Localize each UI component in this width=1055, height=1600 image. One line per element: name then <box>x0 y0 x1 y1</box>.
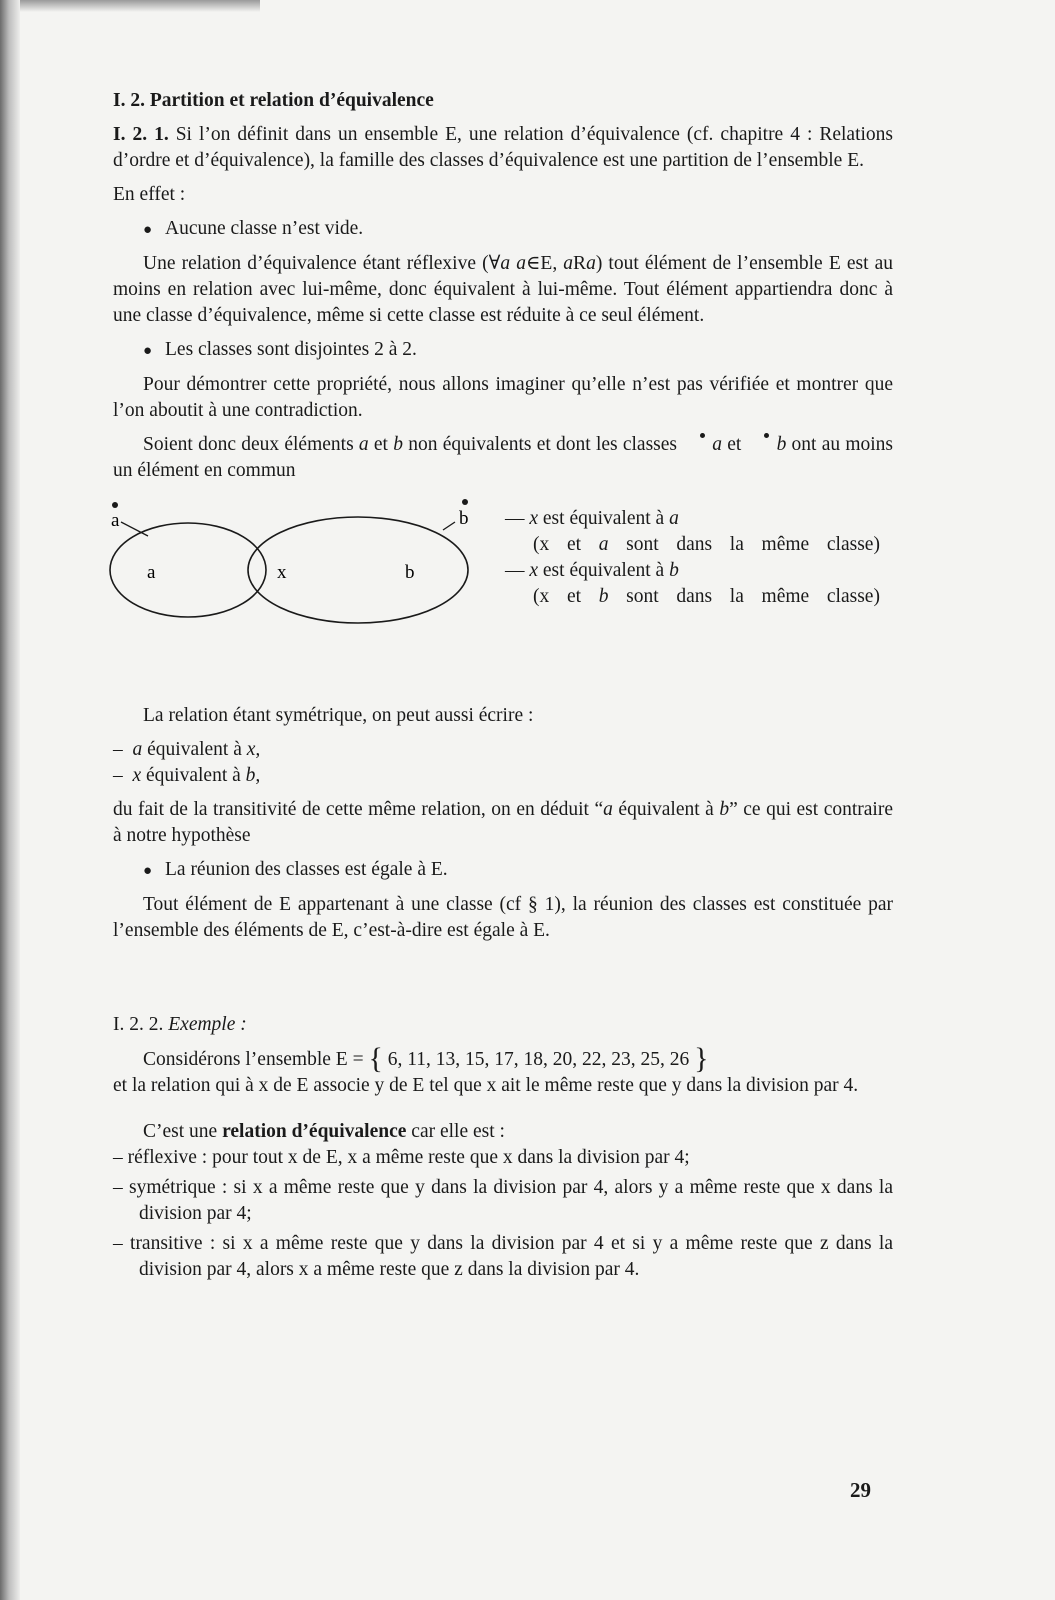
brace-open: { <box>368 1042 383 1075</box>
paragraph-text: Si l’on définit dans un ensemble E, une relation d’équivalence (cf. chapitre 4 : Relations d’ordre et d’équivalence), la famille des classes d’équivalence est une partition de l’ensemble E. <box>113 124 894 171</box>
word: (x <box>533 534 550 555</box>
text-run: équivalent à <box>612 799 720 820</box>
paragraph-3: Pour démontrer cette propriété, nous allons imaginer qu’elle n’est pas vérifiée et montrer que l’on aboutit à une contradiction. <box>113 374 893 421</box>
math-var: a <box>563 253 574 274</box>
section-title: I. 2. Partition et relation d’équivalence <box>113 90 434 111</box>
math-var: a a <box>500 253 526 274</box>
example-title: Exemple : <box>168 1014 247 1035</box>
word: (x <box>533 586 550 607</box>
dash-item-1 <box>113 737 893 763</box>
text-run: non équivalents et dont les classes <box>402 434 683 455</box>
math-var: x <box>529 560 539 581</box>
label-a-top: a <box>111 510 120 531</box>
text-run: Considérons l’ensemble E = <box>143 1049 369 1070</box>
pointer-b <box>443 522 455 530</box>
text-run: et <box>368 434 394 455</box>
word: même <box>761 586 810 607</box>
word: et <box>566 534 582 555</box>
word: la <box>729 534 744 555</box>
text-run: du fait de la transitivité de cette même relation, on en déduit “ <box>113 799 604 820</box>
word: classe) <box>826 586 880 607</box>
word: b <box>598 586 609 607</box>
text-run: Une relation d’équivalence étant réflexive (∀ <box>143 253 501 274</box>
text-run: est équivalent à <box>538 560 670 581</box>
math-var: b <box>393 434 403 455</box>
dash-item-2 <box>113 763 893 789</box>
property-transitive: – transitive : si x a même reste que y dans la division par 4 et si y a même reste que z dans la division par 4, alors x a même reste que z dans la division par 4. <box>113 1233 893 1280</box>
word: classe) <box>826 534 880 555</box>
property-reflexive: – réflexive : pour tout x de E, x a même reste que x dans la division par 4; <box>113 1147 690 1168</box>
text-run: ont au moins un élément en commun <box>113 434 894 481</box>
word: dans <box>676 586 713 607</box>
text-run: car elle est : <box>406 1121 505 1142</box>
paragraph-2 <box>113 251 893 329</box>
text-run: est équivalent à <box>538 508 670 529</box>
text-run: R <box>573 253 587 274</box>
dot-a <box>112 502 118 508</box>
example-claim <box>113 1119 893 1145</box>
page-content <box>113 88 893 1283</box>
word: même <box>761 534 810 555</box>
page-number: 29 <box>850 1478 871 1502</box>
bullet-1 <box>143 216 893 243</box>
label-b-inner: b <box>405 562 415 583</box>
venn-note-3 <box>505 558 880 584</box>
venn-svg <box>103 498 503 633</box>
text-run: et <box>722 434 747 455</box>
example-relation: et la relation qui à x de E associe y de E tel que x ait le même reste que y dans la division par 4. <box>113 1075 859 1096</box>
venn-note-2 <box>505 532 880 558</box>
bullet-icon: ● <box>143 863 153 879</box>
paragraph-7: Tout élément de E appartenant à une classe (cf § 1), la réunion des classes est constituée par l’ensemble des éléments de E, c’est-à-dire est égale à E. <box>113 894 893 941</box>
word: et <box>566 586 582 607</box>
bullet-text: Les classes sont disjointes 2 à 2. <box>165 339 417 360</box>
dot-b <box>462 499 468 505</box>
math-var: a <box>669 508 679 529</box>
label-a-inner: a <box>147 562 156 583</box>
venn-notes <box>505 506 880 610</box>
bullet-icon: ● <box>143 222 153 238</box>
paragraph-4 <box>113 432 893 484</box>
spacer <box>113 952 893 1012</box>
venn-circle-a <box>110 523 266 617</box>
text-run: Soient donc deux éléments <box>143 434 359 455</box>
scan-shadow <box>20 0 260 12</box>
example-set-line <box>113 1042 893 1075</box>
paragraph-6 <box>113 797 893 849</box>
text-run: ” ce qui est contraire à notre hypothèse <box>113 799 893 846</box>
text-run: équivalent à <box>142 739 247 760</box>
paragraph-1 <box>113 122 893 174</box>
label-b-top: b <box>459 508 469 529</box>
dash: — <box>505 560 525 581</box>
text-run: équivalent à <box>141 765 246 786</box>
dash: — <box>505 508 525 529</box>
bullet-3 <box>143 857 893 884</box>
set-elements: 6, 11, 13, 15, 17, 18, 20, 22, 23, 25, 26 <box>382 1049 695 1070</box>
bullet-text: Aucune classe n’est vide. <box>165 218 364 239</box>
venn-note-1 <box>505 506 880 532</box>
paragraph-number: I. 2. 1. <box>113 124 169 145</box>
example-number: I. 2. 2. <box>113 1014 164 1035</box>
example-heading <box>113 1012 893 1038</box>
math-var: a <box>358 434 369 455</box>
text-run: ) tout élément de l’ensemble E est au moins en relation avec lui-même, donc équivalent à lui-même. Tout élément appartiendra donc à une classe d’équivalence, même si cette classe est réduite à ce seul élément. <box>113 253 893 326</box>
bullet-icon: ● <box>143 343 153 359</box>
paragraph-5: La relation étant symétrique, on peut aussi écrire : <box>143 705 534 726</box>
en-effet: En effet : <box>113 184 186 205</box>
dash: – <box>113 739 123 760</box>
text-run: ∈E, <box>525 253 564 274</box>
venn-diagram <box>113 498 893 633</box>
text-run: C’est une <box>143 1121 223 1142</box>
word: sont <box>626 586 659 607</box>
brace-close: } <box>694 1042 709 1075</box>
math-var: a <box>132 739 143 760</box>
math-var: a <box>586 253 596 274</box>
math-var: b, <box>245 765 261 786</box>
math-var: b <box>669 560 679 581</box>
word: a <box>598 534 609 555</box>
venn-note-4 <box>505 584 880 610</box>
pointer-a <box>121 522 148 536</box>
math-var: a <box>603 799 613 820</box>
dash: – <box>113 765 123 786</box>
book-spine-shadow <box>0 0 20 1600</box>
bold-term: relation d’équivalence <box>222 1121 407 1142</box>
property-symmetric: – symétrique : si x a même reste que y dans la division par 4, alors y a même reste que x dans la division par 4; <box>113 1177 893 1224</box>
bullet-text: La réunion des classes est égale à E. <box>165 859 448 880</box>
math-var: x <box>529 508 539 529</box>
label-x-inner: x <box>277 562 287 583</box>
class-a: a <box>682 432 722 458</box>
bullet-2 <box>143 337 893 364</box>
math-var: x <box>132 765 142 786</box>
class-b: b <box>747 432 787 458</box>
math-var: b <box>719 799 730 820</box>
word: la <box>729 586 744 607</box>
math-var: x, <box>246 739 261 760</box>
word: dans <box>676 534 713 555</box>
word: sont <box>626 534 659 555</box>
